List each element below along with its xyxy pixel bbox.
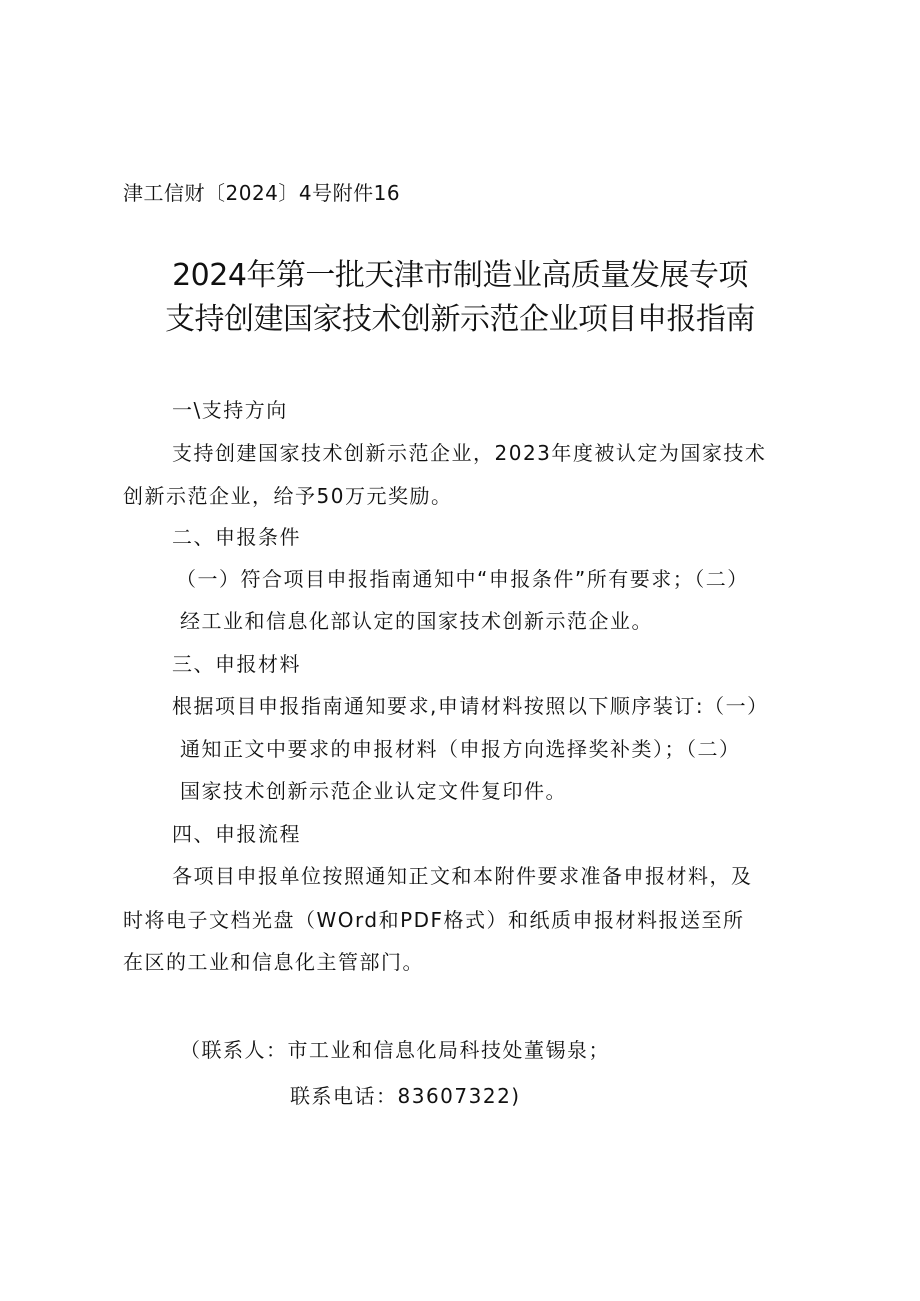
- document-number: 津工信财〔2024〕4号附件16: [123, 181, 401, 205]
- section-heading-materials: 三、申报材料: [172, 652, 301, 676]
- paragraph-line: 国家技术创新示范企业认定文件复印件。: [180, 779, 567, 803]
- paragraph-line: 各项目申报单位按照通知正文和本附件要求准备申报材料，及: [172, 864, 753, 888]
- contact-phone: 联系电话：83607322): [290, 1084, 521, 1108]
- paragraph-line: 经工业和信息化部认定的国家技术创新示范企业。: [180, 609, 653, 633]
- paragraph-line: 通知正文中要求的申报材料（申报方向选择奖补类）；（二）: [180, 737, 741, 761]
- section-heading-process: 四、申报流程: [172, 822, 301, 846]
- document-title-line-1: 2024年第一批天津市制造业高质量发展专项: [172, 258, 748, 293]
- paragraph-line: 在区的工业和信息化主管部门。: [123, 950, 424, 974]
- paragraph-line: 时将电子文档光盘（WOrd和PDF格式）和纸质申报材料报送至所: [123, 908, 745, 932]
- paragraph-line: （一）符合项目申报指南通知中“申报条件”所有要求；（二）: [176, 567, 749, 591]
- section-heading-conditions: 二、申报条件: [172, 525, 301, 549]
- contact-person: （联系人：市工业和信息化局科技处董锡泉；: [180, 1038, 610, 1062]
- paragraph-line: 支持创建国家技术创新示范企业，2023年度被认定为国家技术: [172, 441, 767, 465]
- section-heading-support-direction: 一\支持方向: [172, 398, 288, 422]
- paragraph-line: 创新示范企业，给予50万元奖励。: [123, 484, 453, 508]
- paragraph-line: 根据项目申报指南通知要求,申请材料按照以下顺序装订:（一）: [172, 694, 769, 718]
- document-title-line-2: 支持创建国家技术创新示范企业项目申报指南: [165, 302, 755, 337]
